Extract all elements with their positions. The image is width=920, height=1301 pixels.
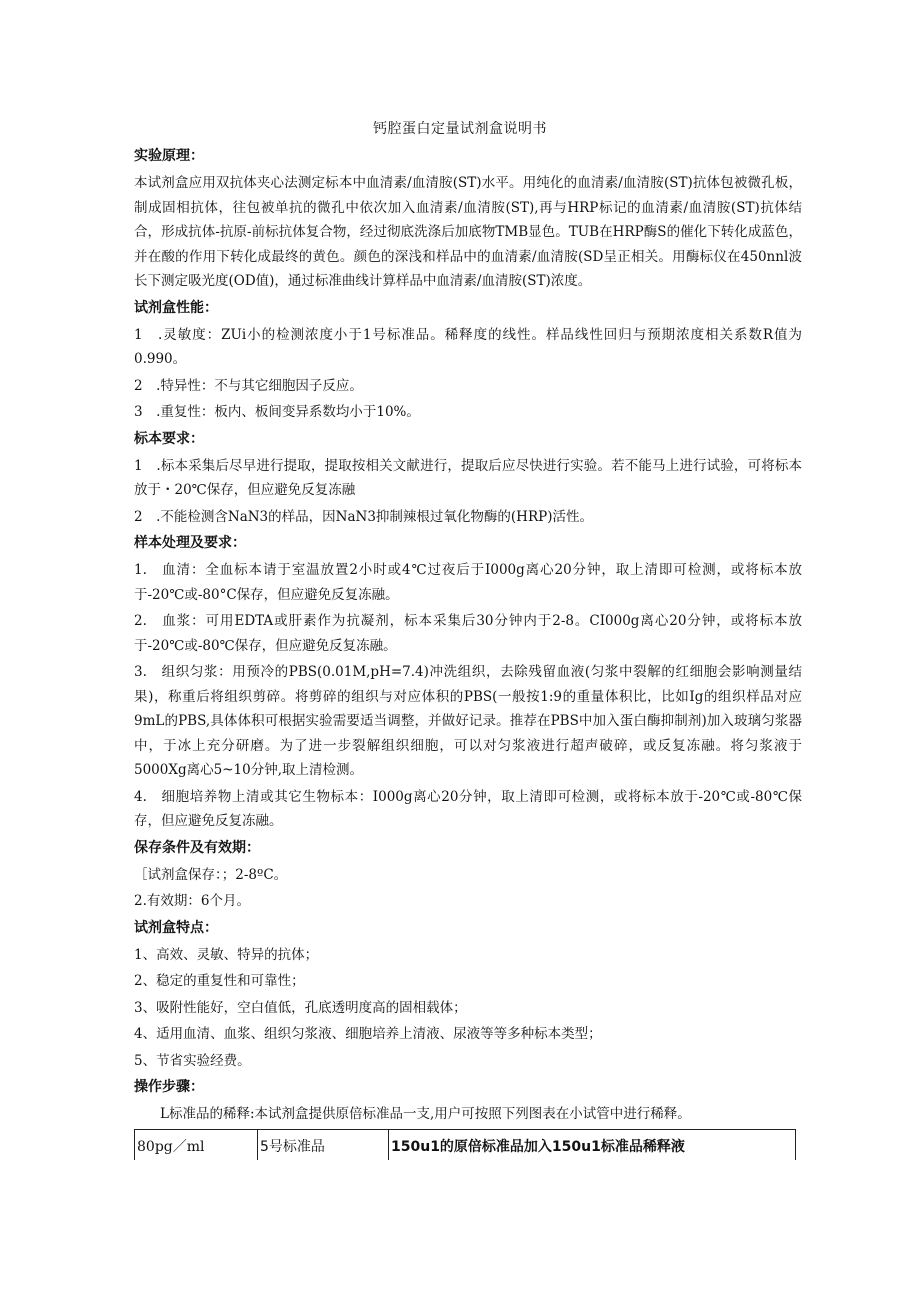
processing-heading: 样本处理及要求： xyxy=(134,535,246,551)
steps-heading: 操作步骤： xyxy=(134,1079,204,1095)
dilution-table xyxy=(134,1129,796,1160)
storage-item: 2.有效期：6个月。 xyxy=(134,893,250,909)
specimen-item: 2 .不能检测含NaN3的样品，因NaN3抑制辣根过氧化物酶的(HRP)活性。 xyxy=(134,508,593,525)
processing-item: 1. 血清：全血标本请于室温放置2小时或4℃过夜后于I000g离心20分钟，取上清即可检测，或将标本放于-20℃或-80°C保存，但应避免反复冻融。 xyxy=(134,562,802,603)
feature-item: 3、吸附性能好，空白值低，孔底透明度高的固相载体； xyxy=(134,999,467,1016)
feature-item: 2、稳定的重复性和可靠性； xyxy=(134,973,305,989)
document-body xyxy=(134,143,802,1160)
performance-item: 2 .特异性：不与其它细胞因子反应。 xyxy=(134,377,363,394)
document-title: 钙腔蛋白定量试剂盒说明书 xyxy=(373,121,547,137)
specimen-item: 1 .标本采集后尽早进行提取，提取按相关文献进行，提取后应尽快进行实验。若不能马上进行试验，可将标本放于・20℃保存，但应避免反复冻融 xyxy=(134,457,802,498)
processing-item: 4. 细胞培养物上清或其它生物标本：I000g离心20分钟，取上清即可检测，或将标本放于-20℃或-80℃保存，但应避免反复冻融。 xyxy=(134,788,802,829)
table-cell-method: 150u1的原倍标准品加入150u1标准品稀释液 xyxy=(389,1129,796,1160)
steps-intro: L标准品的稀释:本试剂盒提供原倍标准品一支,用户可按照下列图表在小试管中进行稀释。 xyxy=(160,1106,691,1122)
principle-text: 本试剂盒应用双抗体夹心法测定标本中血清素/血清胺(ST)水平。用纯化的血清素/血清胺(ST)抗体包被微孔板，制成固相抗体，往包被单抗的微孔中依次加入血清素/血清胺(ST),再与HRP标记的血清素/血清胺(ST)抗体结合，形成抗体-抗原-前标抗体复合物，经过彻底洗涤后加底物TMB显色。TUB在HRP酶S的催化下转化成蓝色，并在酸的作用下转化成最终的黄色。颜色的深浅和样品中的血清素/血清胺(SD呈正相关。用酶标仪在450nnl波长下测定吸光度(OD值)，通过标准曲线计算样品中血清素/血清胺(ST)浓度。 xyxy=(134,175,802,289)
principle-heading: 实验原理： xyxy=(134,148,204,164)
feature-item: 4、适用血清、血浆、组织匀浆液、细胞培养上清液、尿液等等多种标本类型； xyxy=(134,1026,602,1042)
specimen-heading: 标本要求： xyxy=(134,430,204,447)
features-heading: 试剂盒特点： xyxy=(134,919,218,936)
table-cell-standard: 5号标准品 xyxy=(258,1129,389,1160)
table-cell-concentration: 80pg／ml xyxy=(135,1129,258,1160)
table-row xyxy=(135,1129,796,1160)
feature-item: 5、节省实验经费。 xyxy=(134,1052,251,1069)
storage-heading: 保存条件及有效期： xyxy=(134,839,260,856)
performance-item: 1 .灵敏度：ZUi小的检测浓度小于1号标准品。稀释度的线性。样品线性回归与预期浓度相关系数R值为0.990。 xyxy=(134,326,802,367)
processing-item: 3. 组织匀浆：用预冷的PBS(0.01M,pH=7.4)冲洗组织，去除残留血液(匀浆中裂解的红细胞会影响测量结果)，称重后将组织剪碎。将剪碎的组织与对应体积的PBS(一般按1:9的重量体积比，比如Ig的组织样品对应9mL的PBS,具体体积可根据实验需要适当调整，并做好记录。推荐在PBS中加入蛋白酶抑制剂)加入玻璃匀浆器中，于冰上充分研磨。为了进一步裂解组织细胞，可以对匀浆液进行超声破碎，或反复冻融。将匀浆液于5000Xg离心5~10分钟,取上清检测。 xyxy=(134,664,802,778)
performance-item: 3 .重复性：板内、板间变异系数均小于10%。 xyxy=(134,404,420,420)
feature-item: 1、高效、灵敏、特异的抗体； xyxy=(134,946,319,963)
performance-heading: 试剂盒性能： xyxy=(134,299,218,316)
processing-item: 2. 血浆：可用EDTA或肝素作为抗凝剂，标本采集后30分钟内于2-8。CI000g离心20分钟，或将标本放于-20℃或-80℃保存，但应避免反复冻融。 xyxy=(134,613,802,654)
storage-item: ［试剂盒保存：；2-8ºC。 xyxy=(134,866,288,883)
